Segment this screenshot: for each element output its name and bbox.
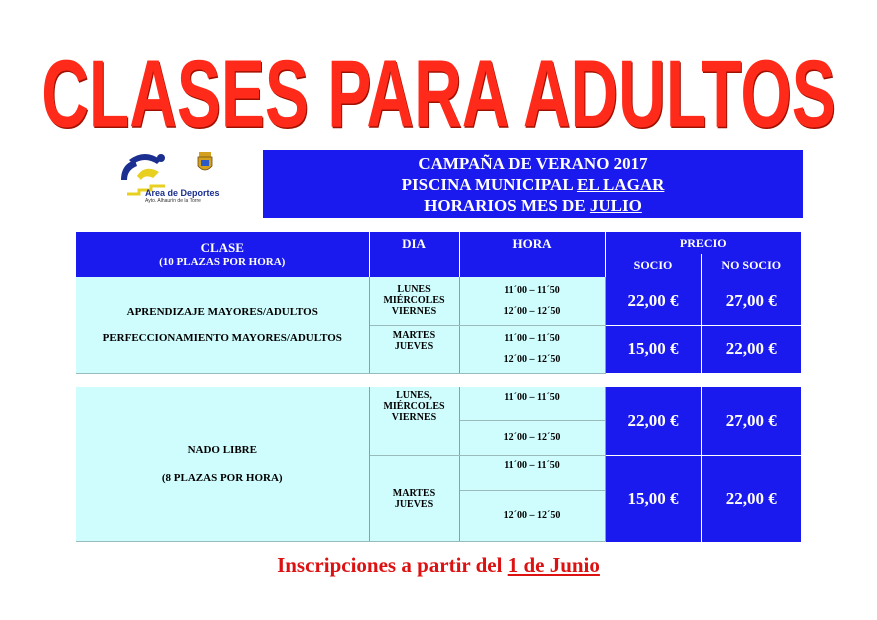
- row2-hora-a: 11´00 – 11´50: [504, 333, 560, 344]
- footer-prefix: Inscripciones a partir del: [277, 553, 508, 577]
- header-hora: HORA: [459, 232, 605, 277]
- t2-row1-socio-price: 22,00 €: [605, 387, 701, 456]
- t2-row2-dia: MARTES JUEVES: [369, 456, 459, 542]
- logo-name: Area de Deportes: [145, 188, 220, 198]
- row1-hora-a: 11´00 – 11´50: [504, 284, 560, 296]
- header-clase: [76, 232, 369, 277]
- row1-socio-price: 22,00 €: [605, 277, 701, 325]
- class-perfeccionamiento: PERFECCIONAMIENTO MAYORES/ADULTOS: [102, 331, 342, 344]
- header-precio: PRECIO: [605, 232, 801, 254]
- t2-row2-hora-b: 12´00 – 12´50: [503, 510, 561, 521]
- banner-month: JULIO: [589, 196, 642, 215]
- row2-socio-price: 15,00 €: [605, 325, 701, 373]
- t2-row1-hora: [459, 387, 605, 456]
- town-crest-icon: [197, 152, 213, 174]
- banner-line1: CAMPAÑA DE VERANO 2017: [418, 154, 648, 173]
- nado-libre-table: [76, 387, 801, 542]
- class-nado-libre-sub: (8 PLAZAS POR HORA): [161, 472, 283, 484]
- t2-row1-nosocio-price: 27,00 €: [701, 387, 801, 456]
- header-socio: SOCIO: [605, 254, 701, 277]
- class-names-cell: [76, 277, 369, 373]
- t2-row1-dia: LUNES, MIÉRCOLES VIERNES: [369, 387, 459, 456]
- row2-dia: MARTES JUEVES: [369, 325, 459, 373]
- header-dia: DIA: [369, 232, 459, 277]
- t2-row2-hora: [459, 456, 605, 542]
- t2-row2-hora-a: 11´00 – 11´50: [460, 456, 605, 491]
- header-clase-label: CLASE: [200, 239, 244, 255]
- t2-row2-nosocio-price: 22,00 €: [701, 456, 801, 542]
- nado-libre-cell: [76, 387, 369, 542]
- banner-line3: [263, 195, 803, 216]
- row1-hora: [459, 277, 605, 325]
- banner-line3-prefix: HORARIOS MES DE: [424, 196, 590, 215]
- t2-row2-socio-price: 15,00 €: [605, 456, 701, 542]
- row2-hora-b: 12´00 – 12´50: [503, 354, 561, 365]
- footer-date: 1 de Junio: [507, 553, 600, 577]
- banner-pool-name: EL LAGAR: [576, 175, 665, 194]
- header-no-socio: NO SOCIO: [701, 254, 801, 277]
- t2-row1-hora-b: 12´00 – 12´50: [503, 432, 561, 443]
- row1-dia: LUNES MIÉRCOLES VIERNES: [369, 277, 459, 325]
- class-aprendizaje: APRENDIZAJE MAYORES/ADULTOS: [126, 305, 318, 318]
- registration-note: [0, 553, 877, 578]
- poster-title: CLASES PARA ADULTOS: [41, 39, 836, 147]
- header-clase-sub: (10 PLAZAS POR HORA): [159, 255, 286, 268]
- swimmer-logo-icon: [115, 150, 175, 214]
- t2-row1-hora-a: 11´00 – 11´50: [460, 387, 605, 421]
- classes-table: [76, 232, 801, 374]
- banner-line2-prefix: PISCINA MUNICIPAL: [401, 175, 577, 194]
- row2-nosocio-price: 22,00 €: [701, 325, 801, 373]
- row1-nosocio-price: 27,00 €: [701, 277, 801, 325]
- logo-subtitle: Ayto. Alhaurín de la Torre: [145, 198, 201, 204]
- class-nado-libre: NADO LIBRE: [187, 444, 257, 456]
- row2-hora: [459, 325, 605, 373]
- banner-line2: [263, 174, 803, 195]
- row1-hora-b: 12´00 – 12´50: [503, 305, 561, 317]
- campaign-banner: [263, 150, 803, 218]
